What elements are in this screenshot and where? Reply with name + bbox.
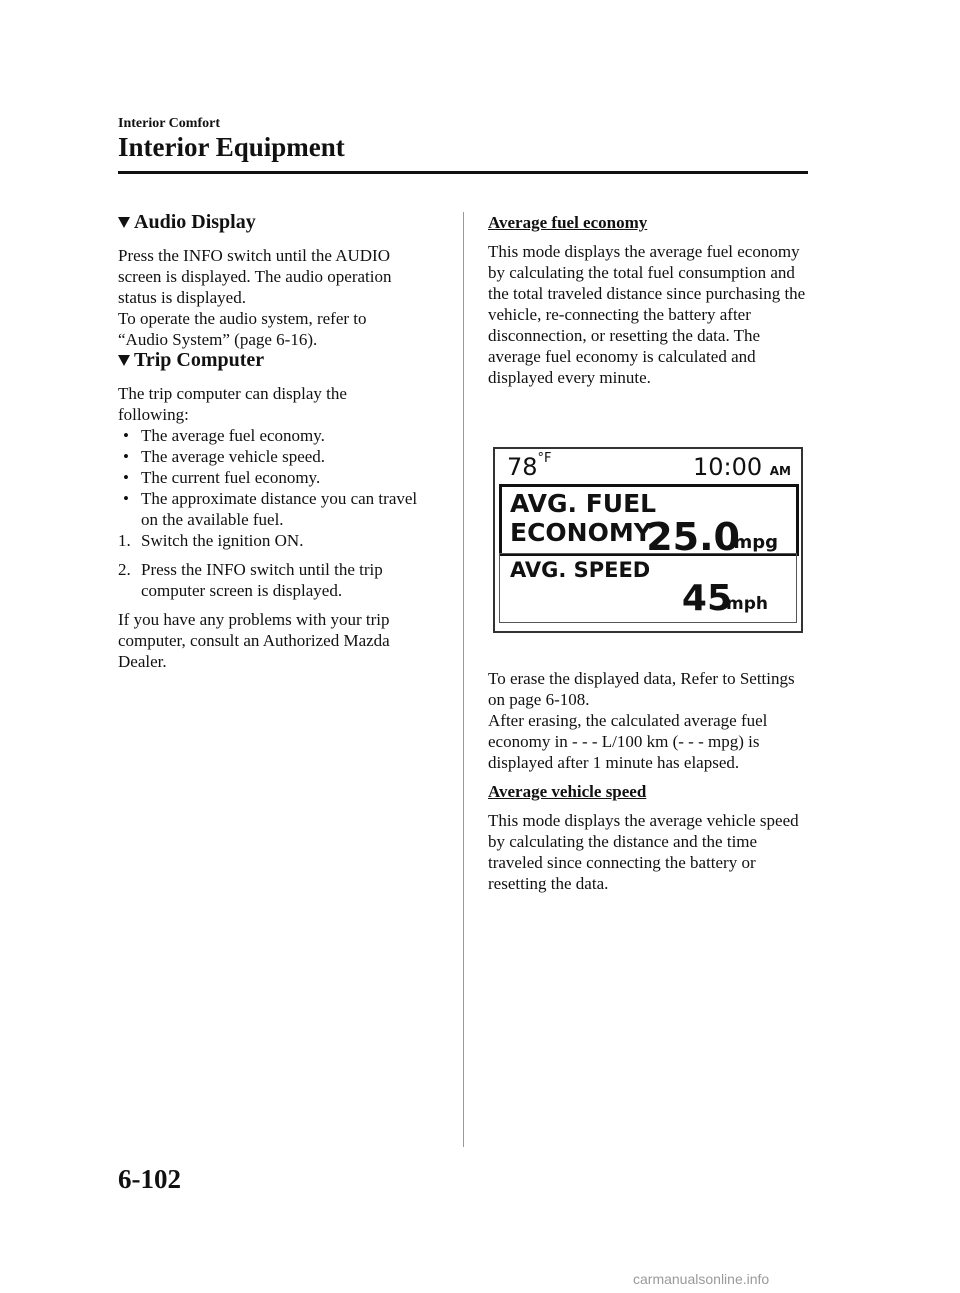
step-item: 2. Press the INFO switch until the trip computer screen is displayed.: [118, 560, 383, 600]
avg-fuel-unit: mpg: [733, 532, 778, 553]
clock-readout: 10:00 AM: [692, 453, 791, 481]
avg-fuel-paragraph-1: This mode displays the average fuel economy by calculating the total fuel consumption and the total traveled distance since purchasing the vehicle, re-connecting the battery after disconnection, or resetting the data. The average fuel economy is calculated and displayed every minute.: [488, 242, 806, 387]
avg-speed-paragraph: This mode displays the average vehicle speed by calculating the distance and the time traveled since connecting the battery or resetting the data.: [488, 811, 799, 893]
audio-paragraph-1: Press the INFO switch until the AUDIO screen is displayed. The audio operation status is displayed.: [118, 246, 392, 307]
avg-speed-heading: Average vehicle speed: [488, 782, 647, 801]
left-column: [118, 212, 418, 672]
trip-intro: The trip computer can display the following:: [118, 384, 347, 424]
avg-speed-unit: mph: [726, 594, 768, 614]
avg-fuel-value: 25.0: [646, 515, 740, 559]
temperature-readout: $78^{^\circ F}$: [507, 451, 552, 481]
trip-computer-display: [493, 447, 803, 633]
avg-speed-value: 45: [681, 578, 732, 619]
trip-computer-heading: Trip Computer: [118, 350, 418, 371]
avg-fuel-economy-panel: [499, 484, 799, 559]
avg-fuel-heading: Average fuel economy: [488, 213, 648, 232]
list-item: • The approximate distance you can travel on the available fuel.: [118, 488, 418, 530]
audio-paragraph-2: To operate the audio system, refer to “Audio System” (page 6-16).: [118, 309, 367, 349]
watermark: carmanualsonline.info: [633, 1271, 770, 1287]
page-title: Interior Equipment: [118, 132, 345, 162]
header-rule: [118, 171, 808, 174]
list-item: • The average fuel economy.: [118, 425, 418, 446]
right-column: [488, 212, 810, 388]
avg-fuel-paragraph-2: To erase the displayed data, Refer to Settings on page 6-108.: [488, 669, 795, 709]
trip-steps: [118, 530, 418, 601]
triangle-marker-icon: [118, 355, 130, 366]
right-column-lower: [488, 668, 810, 894]
triangle-marker-icon: [118, 217, 130, 228]
trip-bullet-list: [118, 425, 418, 530]
list-item: • The current fuel economy.: [118, 467, 418, 488]
trip-closing: If you have any problems with your trip computer, consult an Authorized Mazda Dealer.: [118, 610, 390, 671]
page-number: 6-102: [118, 1164, 181, 1194]
list-item: • The average vehicle speed.: [118, 446, 418, 467]
avg-speed-panel: [499, 553, 797, 623]
audio-display-heading: Audio Display: [118, 212, 418, 233]
avg-speed-label: AVG. SPEED: [510, 558, 651, 582]
section-label: Interior Comfort: [118, 116, 220, 131]
step-item: 1. Switch the ignition ON.: [118, 531, 304, 550]
avg-fuel-label: AVG. FUEL ECONOMY: [510, 489, 657, 547]
avg-fuel-paragraph-3: After erasing, the calculated average fuel economy in - - - L/100 km (- - - mpg) is displayed after 1 minute has elapsed.: [488, 711, 768, 772]
column-divider: [463, 212, 464, 1147]
